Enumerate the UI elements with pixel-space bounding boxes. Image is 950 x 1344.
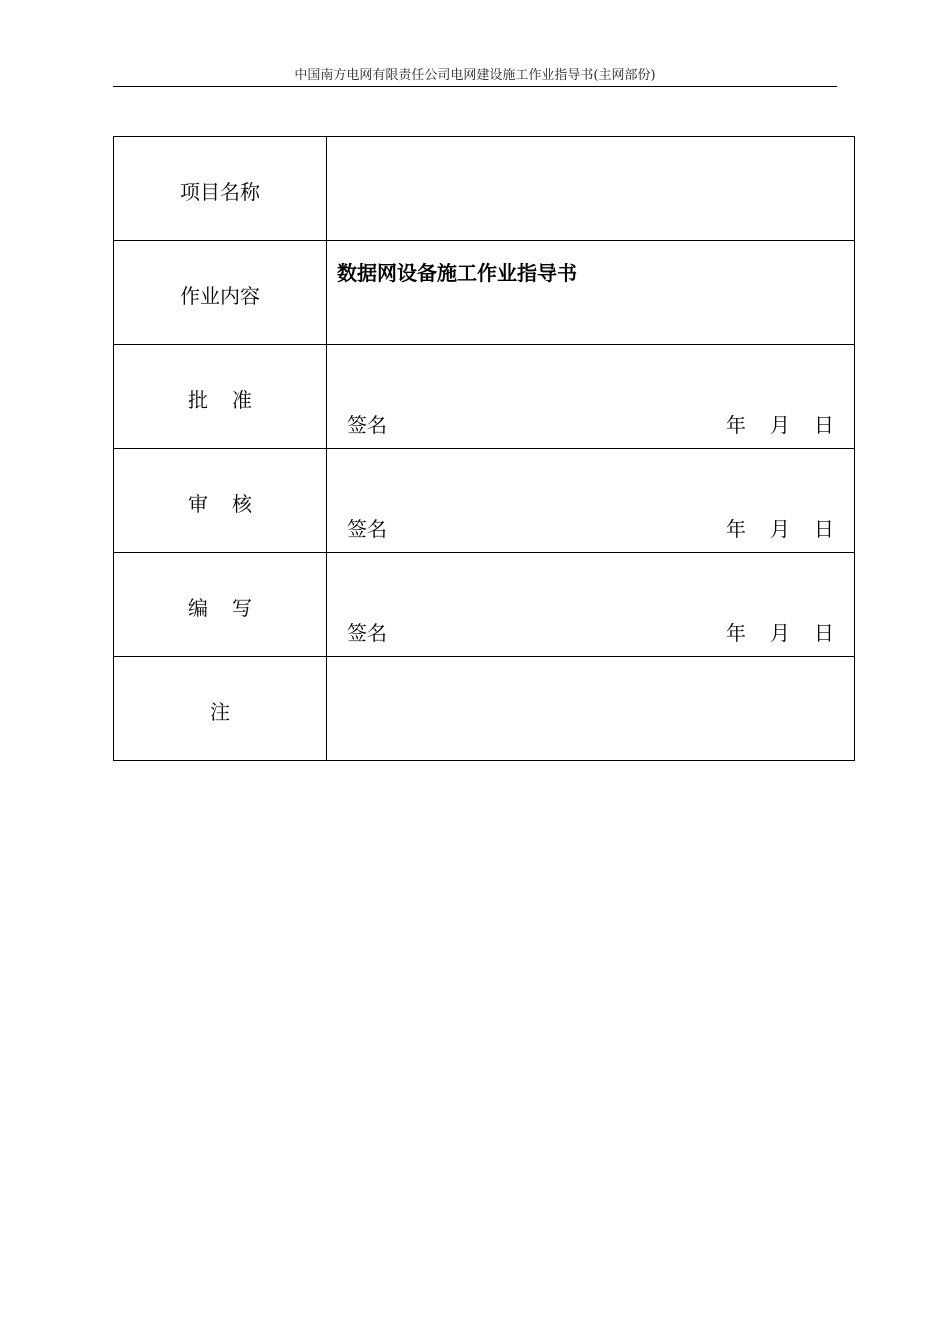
review-day-label: 日 (814, 517, 834, 541)
work-content-value-cell[interactable] (327, 241, 855, 345)
work-content-value: 数据网设备施工作业指导书 (337, 261, 577, 285)
review-label-cell (114, 449, 327, 553)
compile-sign-label: 签名 (347, 621, 387, 645)
approve-label-cell (114, 345, 327, 449)
note-label-cell (114, 657, 327, 761)
row-review (114, 449, 855, 553)
work-content-label: 作业内容 (180, 284, 260, 308)
approve-sign-cell[interactable] (327, 345, 855, 449)
compile-date (726, 617, 834, 646)
note-label: 注 (210, 700, 230, 724)
approve-date (726, 409, 834, 438)
project-name-label: 项目名称 (180, 180, 260, 204)
review-sign-label: 签名 (347, 517, 387, 541)
row-note (114, 657, 855, 761)
note-value-cell[interactable] (327, 657, 855, 761)
row-project-name (114, 137, 855, 241)
compile-sign-cell[interactable] (327, 553, 855, 657)
compile-label-cell (114, 553, 327, 657)
approve-month-label: 月 (770, 413, 790, 437)
page-header: 中国南方电网有限责任公司电网建设施工作业指导书(主网部份) (113, 66, 837, 87)
compile-day-label: 日 (814, 621, 834, 645)
approve-sign-label: 签名 (347, 413, 387, 437)
review-year-label: 年 (726, 517, 746, 541)
row-compile (114, 553, 855, 657)
review-date (726, 513, 834, 542)
compile-month-label: 月 (770, 621, 790, 645)
project-name-value-cell[interactable] (327, 137, 855, 241)
review-label: 审核 (188, 492, 276, 516)
review-sign-cell[interactable] (327, 449, 855, 553)
review-month-label: 月 (770, 517, 790, 541)
row-work-content (114, 241, 855, 345)
approve-label: 批准 (188, 388, 276, 412)
approval-form-table (113, 136, 855, 761)
compile-label: 编写 (188, 596, 276, 620)
project-name-label-cell (114, 137, 327, 241)
row-approve (114, 345, 855, 449)
approve-year-label: 年 (726, 413, 746, 437)
work-content-label-cell (114, 241, 327, 345)
compile-year-label: 年 (726, 621, 746, 645)
approve-day-label: 日 (814, 413, 834, 437)
